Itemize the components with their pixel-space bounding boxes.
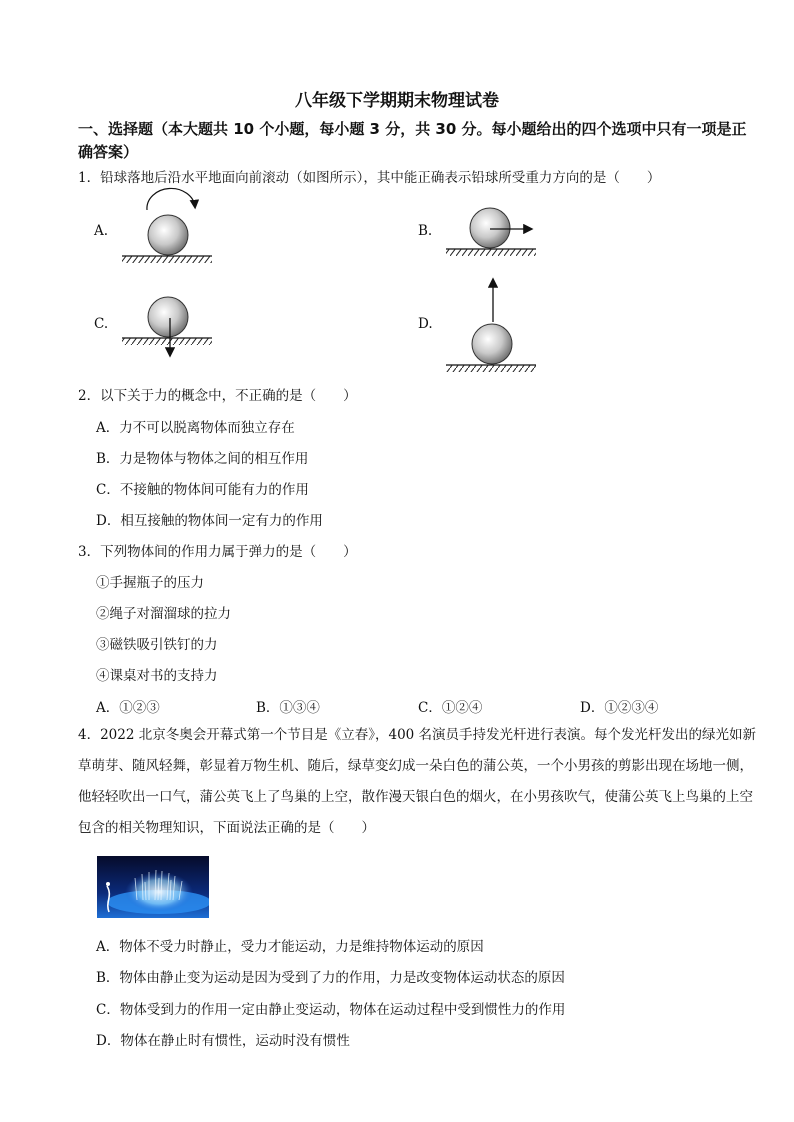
olympics-ceremony-photo [97, 856, 209, 918]
rotation-arrow-icon [147, 188, 195, 210]
q1-option-d-label: D. [418, 316, 433, 332]
q3-item-1: ①手握瓶子的压力 [96, 575, 204, 591]
q3-option-d: D．①②③④ [580, 700, 659, 716]
ground-hatch-icon [446, 249, 536, 256]
page-title: 八年级下学期期末物理试卷 [295, 91, 499, 111]
q4-option-c: C．物体受到力的作用一定由静止变运动，物体在运动过程中受到惯性力的作用 [96, 1002, 566, 1018]
figure-b [446, 208, 536, 256]
q2-option-a: A．力不可以脱离物体而独立存在 [96, 420, 295, 436]
question-3-stem: 3．下列物体间的作用力属于弹力的是（ ） [78, 544, 357, 560]
section-heading: 一、选择题（本大题共 10 个小题，每小题 3 分，共 30 分。每小题给出的四个选项中只有一项是正确答案） [78, 120, 747, 161]
ground-hatch-icon [122, 256, 212, 263]
figure-d [446, 280, 536, 372]
q3-item-2: ②绳子对溜溜球的拉力 [96, 606, 231, 622]
ground-hatch-icon [122, 338, 212, 345]
figure-a [122, 188, 212, 263]
q1-option-b-label: B. [418, 223, 433, 239]
q3-option-c: C．①②④ [418, 700, 483, 716]
question-1-stem: 1．铅球落地后沿水平地面向前滚动（如图所示），其中能正确表示铅球所受重力方向的是（ ） [78, 170, 661, 186]
ground-hatch-icon [446, 365, 536, 372]
q4-option-b: B．物体由静止变为运动是因为受到了力的作用，力是改变物体运动状态的原因 [96, 970, 565, 986]
question-2-stem: 2．以下关于力的概念中，不正确的是（ ） [78, 388, 357, 404]
q1-figures [0, 0, 794, 400]
shot-ball-icon [472, 324, 512, 364]
q2-option-d: D．相互接触的物体间一定有力的作用 [96, 513, 323, 529]
q1-option-c-label: C. [94, 316, 109, 332]
shot-ball-icon [148, 297, 188, 337]
q2-option-c: C．不接触的物体间可能有力的作用 [96, 482, 309, 498]
q3-option-b: B．①③④ [256, 700, 320, 716]
shot-ball-icon [470, 208, 510, 248]
q3-option-a: A．①②③ [96, 700, 160, 716]
q2-option-b: B．力是物体与物体之间的相互作用 [96, 451, 309, 467]
q4-option-d: D．物体在静止时有惯性，运动时没有惯性 [96, 1033, 350, 1049]
q1-option-a-label: A. [94, 223, 109, 239]
figure-c [122, 297, 212, 355]
q3-item-4: ④课桌对书的支持力 [96, 668, 218, 684]
shot-ball-icon [148, 215, 188, 255]
question-4-stem: 4．2022 北京冬奥会开幕式第一个节目是《立春》，400 名演员手持发光杆进行表演。每个发光杆发出的绿光如新草萌芽、随风轻舞，彰显着万物生机、随后，绿草变幻成一朵白色的蒲公英，一个小男孩的剪影出现在场地一侧，他轻轻吹出一口气，蒲公英飞上了鸟巢的上空，散作漫天银白色的烟火，在小男孩吹气，使蒲公英飞上鸟巢的上空包含的相关物理知识，下面说法正确的是（ ） [78, 727, 757, 836]
q3-item-3: ③磁铁吸引铁钉的力 [96, 637, 218, 653]
q4-option-a: A．物体不受力时静止，受力才能运动，力是维持物体运动的原因 [96, 939, 484, 955]
